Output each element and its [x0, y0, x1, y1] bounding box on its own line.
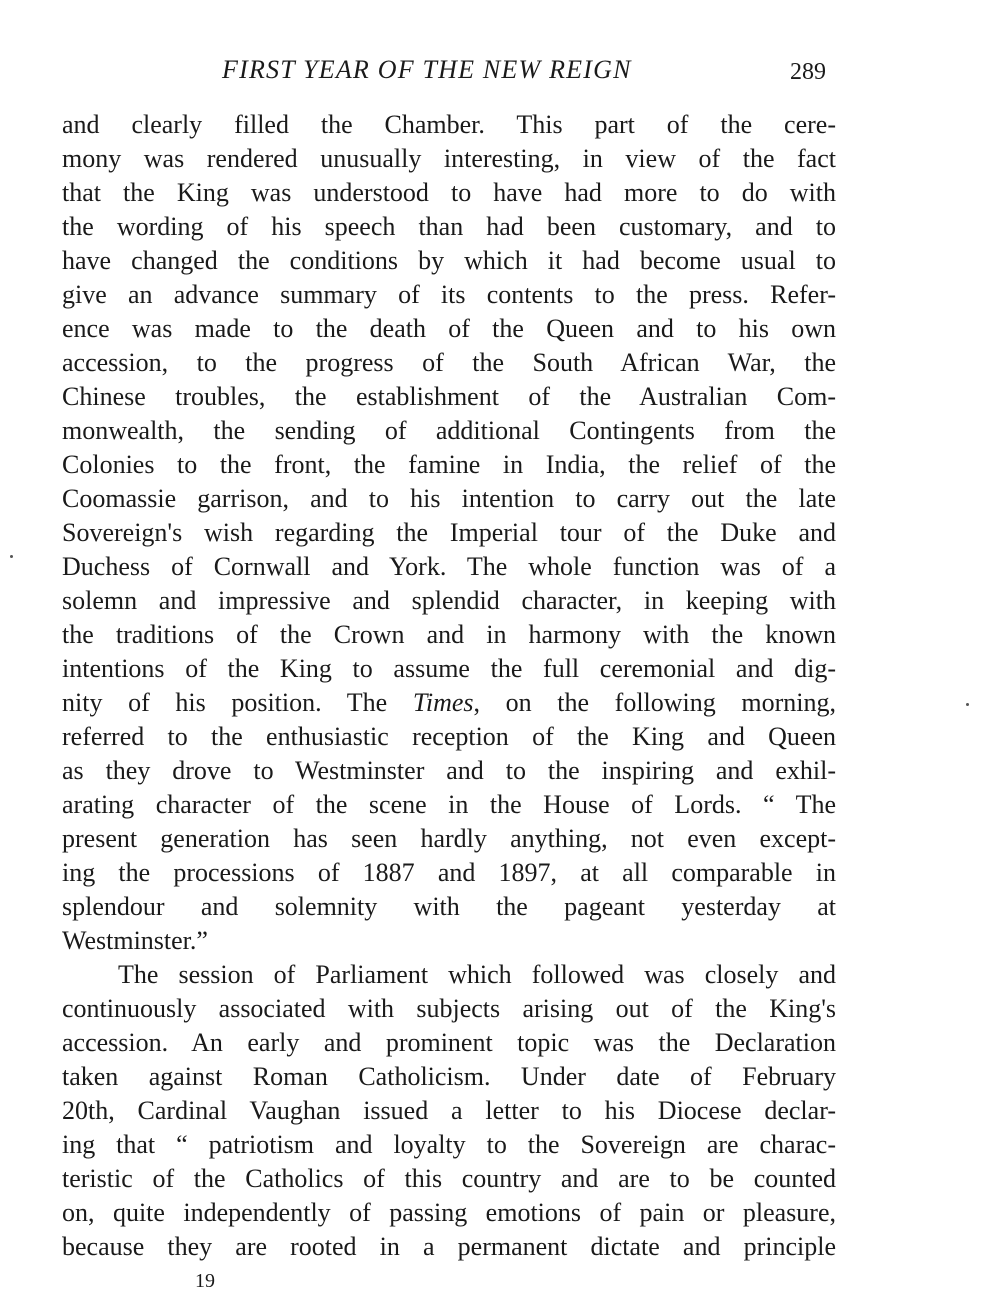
text-line: because they are rooted in a permanent dictate and principle — [62, 1232, 836, 1261]
text-line: present generation has seen hardly anything, not even except- — [62, 824, 836, 853]
text-line: accession, to the progress of the South African War, the — [62, 348, 836, 377]
text-line: The session of Parliament which followed was closely and — [118, 960, 836, 989]
text-line: that the King was understood to have had more to do with — [62, 178, 836, 207]
text-line: referred to the enthusiastic reception of the King and Queen — [62, 722, 836, 751]
text-line: Duchess of Cornwall and York. The whole function was of a — [62, 552, 836, 581]
text-line: nity of his position. The Times, on the following morning, — [62, 688, 836, 717]
text-line: Westminster.” — [62, 926, 208, 955]
running-title: FIRST YEAR OF THE NEW REIGN — [222, 55, 632, 84]
text-line: ence was made to the death of the Queen and to his own — [62, 314, 836, 343]
text-line: teristic of the Catholics of this country and are to be counted — [62, 1164, 836, 1193]
text-line: 20th, Cardinal Vaughan issued a letter to his Diocese declar- — [62, 1096, 836, 1125]
body-text — [62, 108, 836, 1264]
text-line: taken against Roman Catholicism. Under date of February — [62, 1062, 836, 1091]
text-line: have changed the conditions by which it had become usual to — [62, 246, 836, 275]
newspaper-title: Times — [412, 688, 474, 717]
text-line: the traditions of the Crown and in harmony with the known — [62, 620, 836, 649]
margin-speck — [10, 555, 13, 558]
text-line: give an advance summary of its contents to the press. Refer- — [62, 280, 836, 309]
text-line: ing that “ patriotism and loyalty to the Sovereign are charac- — [62, 1130, 836, 1159]
text-line: monwealth, the sending of additional Contingents from the — [62, 416, 836, 445]
text-line: Sovereign's wish regarding the Imperial tour of the Duke and — [62, 518, 836, 547]
text-line: continuously associated with subjects arising out of the King's — [62, 994, 836, 1023]
text-line: as they drove to Westminster and to the inspiring and exhil- — [62, 756, 836, 785]
text-line: on, quite independently of passing emotions of pain or pleasure, — [62, 1198, 836, 1227]
text-line: the wording of his speech than had been customary, and to — [62, 212, 836, 241]
text-line: accession. An early and prominent topic was the Declaration — [62, 1028, 836, 1057]
text-line: mony was rendered unusually interesting, in view of the fact — [62, 144, 836, 173]
text-line: ing the processions of 1887 and 1897, at all comparable in — [62, 858, 836, 887]
text-line: Chinese troubles, the establishment of the Australian Com- — [62, 382, 836, 411]
running-head — [0, 52, 1000, 88]
text-line: intentions of the King to assume the full ceremonial and dig- — [62, 654, 836, 683]
text-line: solemn and impressive and splendid character, in keeping with — [62, 586, 836, 615]
text-line: and clearly filled the Chamber. This part of the cere- — [62, 110, 836, 139]
text-line: Colonies to the front, the famine in India, the relief of the — [62, 450, 836, 479]
signature-mark: 19 — [195, 1270, 215, 1292]
text-line: Coomassie garrison, and to his intention to carry out the late — [62, 484, 836, 513]
text-line: splendour and solemnity with the pageant yesterday at — [62, 892, 836, 921]
text-line: arating character of the scene in the House of Lords. “ The — [62, 790, 836, 819]
page-number: 289 — [790, 59, 826, 85]
margin-speck — [966, 703, 969, 706]
